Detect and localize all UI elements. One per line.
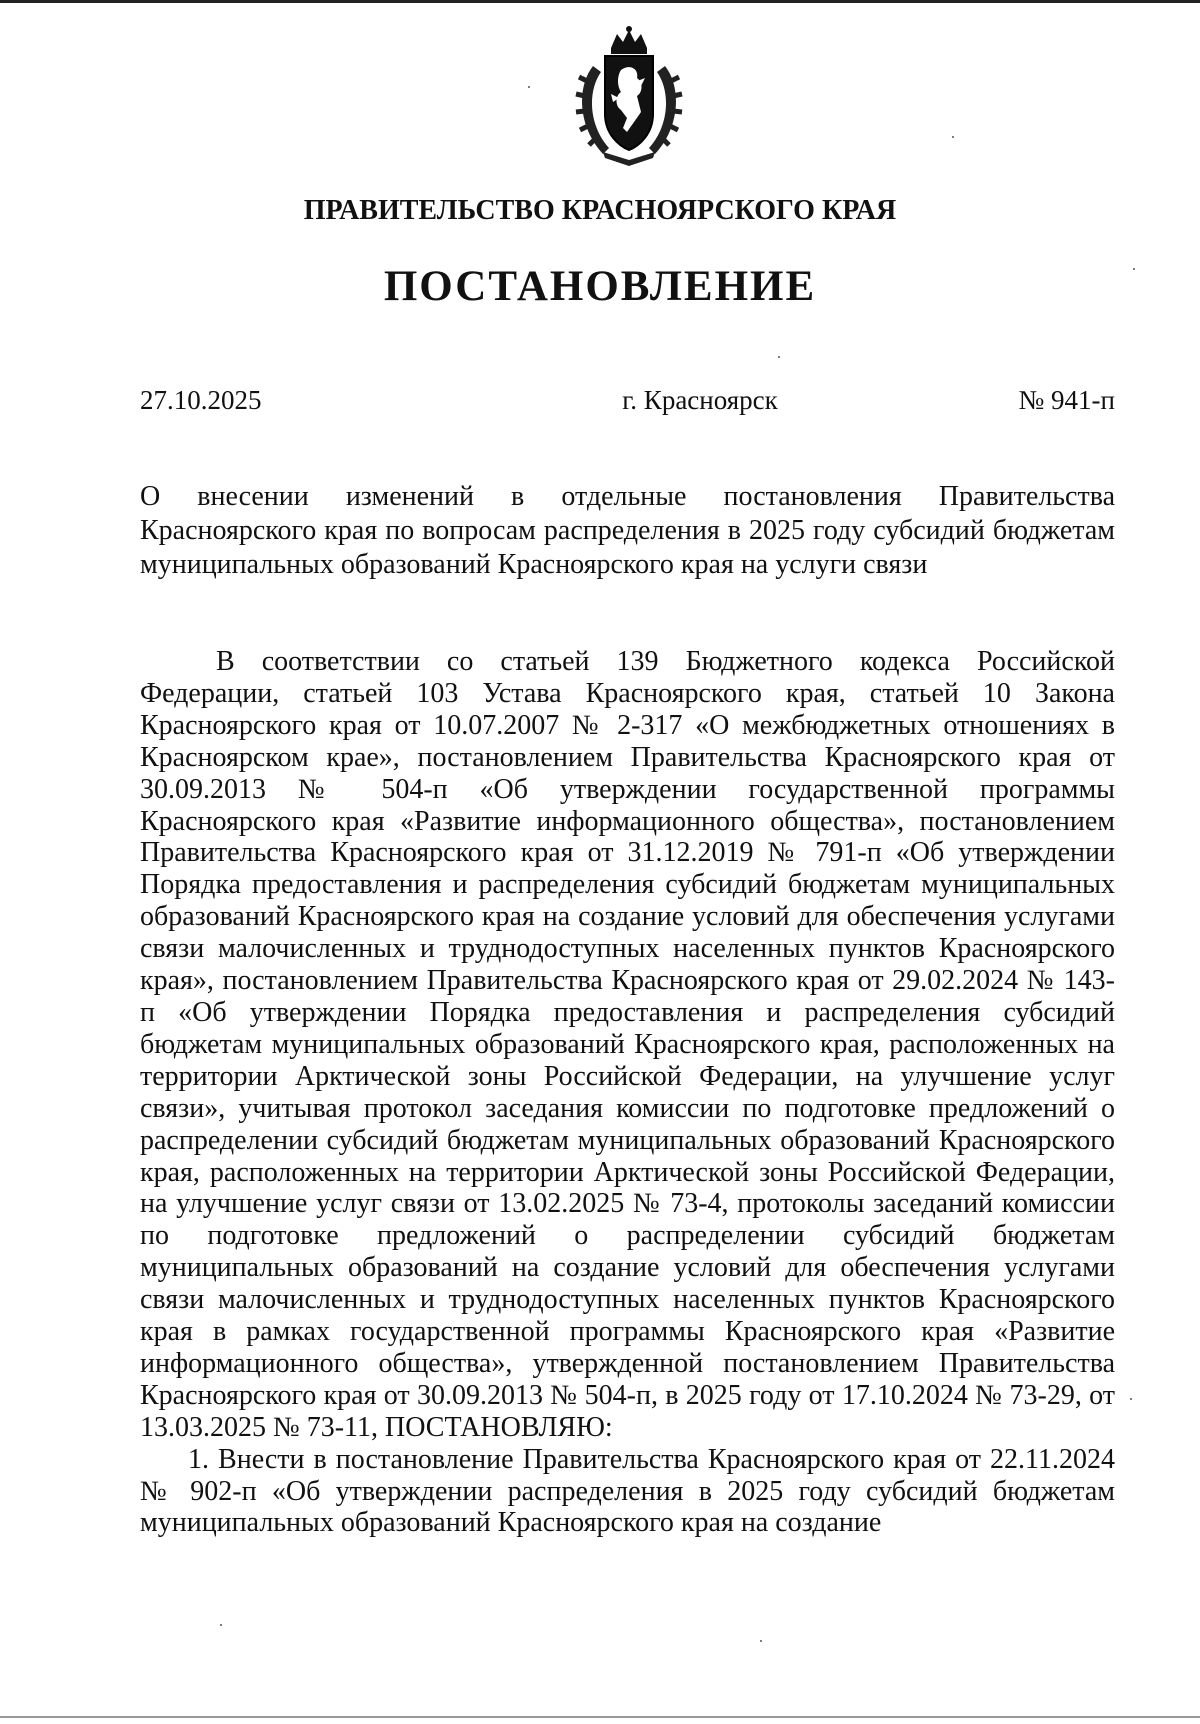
document-date: 27.10.2025 <box>140 385 262 415</box>
scan-speck <box>1133 268 1135 270</box>
government-name: ПРАВИТЕЛЬСТВО КРАСНОЯРСКОГО КРАЯ <box>303 195 897 226</box>
page-bottom-edge <box>0 1716 1200 1718</box>
scan-speck <box>528 86 530 88</box>
scan-speck <box>220 1624 222 1626</box>
item-1-paragraph: 1. Внести в постановление Правительства Красноярского края от 22.11.2024 № 902-п «Об утверждении распределения в 2025 году субсидий бюджетам муниципальных образований Красноярского края на создание <box>140 1443 1115 1539</box>
document-meta-row <box>140 385 1115 416</box>
page-top-edge <box>0 0 1200 3</box>
preamble-paragraph: В соответствии со статьей 139 Бюджетного кодекса Российской Федерации, статьей 103 Устава Красноярского края, статьей 10 Закона Красноярского края от 10.07.2007 № 2-317 «О межбюджетных отношениях в Красноярском крае», постановлением Правительства Красноярского края от 30.09.2013 № 504-п «Об утверждении государственной программы Красноярского края «Развитие информационного общества», постановлением Правительства Красноярского края от 31.12.2019 № 791-п «Об утверждении Порядка предоставления и распределения субсидий бюджетам муниципальных образований Красноярского края на создание условий для обеспечения услугами связи малочисленных и труднодоступных населенных пунктов Красноярского края», постановлением Правительства Красноярского края от 29.02.2024 № 143-п «Об утверждении Порядка предоставления и распределения субсидий бюджетам муниципальных образований Красноярского края, расположенных на территории Арктической зоны Российской Федерации, на улучшение услуг связи», учитывая протокол заседания комиссии по подготовке предложений о распределении субсидий бюджетам муниципальных образований Красноярского края, расположенных на территории Арктической зоны Российской Федерации, на улучшение услуг связи от 13.02.2025 № 73-4, протоколы заседаний комиссии по подготовке предложений о распределении субсидий бюджетам муниципальных образований на создание условий для обеспечения услугами связи малочисленных и труднодоступных населенных пунктов Красноярского края в рамках государственной программы Красноярского края «Развитие информационного общества», утвержденной постановлением Правительства Красноярского края от 30.09.2013 № 504-п, в 2025 году от 17.10.2024 № 73-29, от 13.03.2025 № 73-11, ПОСТАНОВЛЯЮ: <box>140 646 1115 1443</box>
scan-speck <box>952 136 954 138</box>
document-type-title: ПОСТАНОВЛЕНИЕ <box>383 263 817 310</box>
scan-speck <box>1130 1398 1132 1400</box>
scan-speck <box>778 356 780 358</box>
document-number: № 941-п <box>1018 385 1115 415</box>
document-body <box>140 646 1115 1539</box>
document-subject: О внесении изменений в отдельные постановления Правительства Красноярского края по вопросам распределения в 2025 году субсидий бюджетам муниципальных образований Красноярского края на услуги связи <box>140 481 1115 580</box>
scan-speck <box>760 1640 762 1642</box>
krasnoyarsk-coat-of-arms-icon <box>573 26 685 166</box>
document-city: г. Красноярск <box>622 385 778 415</box>
